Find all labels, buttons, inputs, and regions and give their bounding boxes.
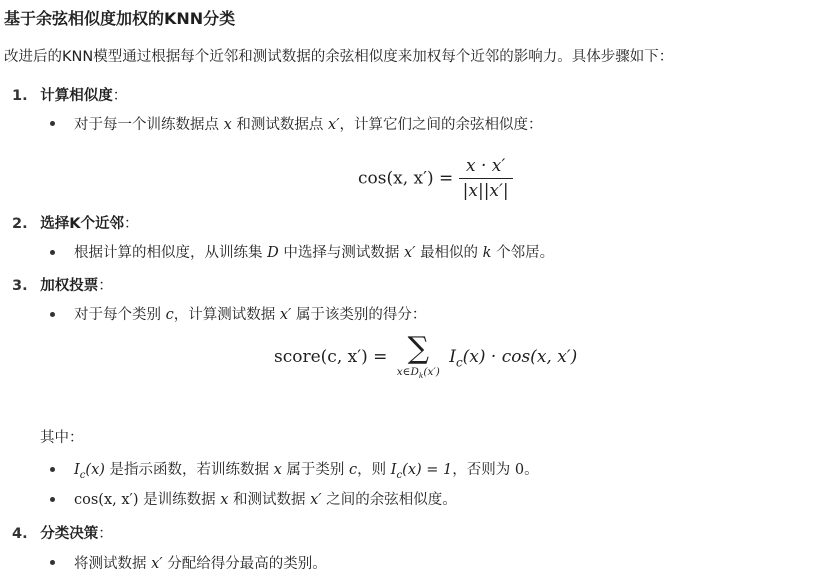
math-x: x xyxy=(223,117,232,133)
step-3-heading xyxy=(12,274,113,295)
math-k: k xyxy=(482,245,492,261)
step-1-heading xyxy=(12,84,127,105)
step-4-bullet: 将测试数据 x′ 分配给得分最高的类别。 xyxy=(74,556,327,572)
step-2-bullet xyxy=(74,241,554,262)
indicator-sub: c xyxy=(455,355,463,370)
bullet-icon xyxy=(50,560,55,565)
cosine-formula xyxy=(358,156,513,201)
intro-paragraph: 改进后的KNN模型通过根据每个近邻和测试数据的余弦相似度来加权每个近邻的影响力。具体步骤如下： xyxy=(4,49,674,65)
bullet-icon xyxy=(50,312,55,317)
bullet-icon xyxy=(50,121,55,126)
bullet-icon xyxy=(50,467,55,472)
text: 中选择与测试数据 xyxy=(283,245,400,261)
math-x-prime: x′ xyxy=(279,307,292,323)
math-c: c xyxy=(165,307,174,323)
section-title: 基于余弦相似度加权的KNN分类 xyxy=(4,9,236,28)
math-D: D xyxy=(267,245,279,261)
formula-rhs: (x) · cos(x, x′) xyxy=(462,347,578,368)
text: 属于该类别的得分： xyxy=(295,307,427,323)
text: 对于每一个训练数据点 xyxy=(74,117,219,133)
text: ，计算测试数据 xyxy=(173,307,276,323)
step-title: 加权投票 xyxy=(40,278,99,294)
step-3-note-bullet-1: $I_c(x)$ 是指示函数，若训练数据 x 属于类别 c，则 $I_c(x) = 1$，否则为 0。 xyxy=(74,462,539,481)
step-number: 1. xyxy=(12,88,28,104)
step-colon: ： xyxy=(123,216,139,232)
math-x-prime: x′ xyxy=(403,245,416,261)
step-colon: ： xyxy=(98,526,113,542)
text: 个邻居。 xyxy=(496,245,555,261)
bullet-icon xyxy=(50,250,55,255)
step-2-heading xyxy=(12,212,138,233)
note-label: 其中： xyxy=(40,430,84,446)
step-1-bullet xyxy=(74,113,543,134)
step-4-heading xyxy=(12,522,113,543)
math-x-prime: x′ xyxy=(328,117,340,133)
indicator-I: I xyxy=(449,347,456,368)
text: 最相似的 xyxy=(420,245,479,261)
step-title: 分类决策 xyxy=(40,526,99,542)
step-3-bullet xyxy=(74,303,426,324)
step-colon: ： xyxy=(112,88,128,104)
text: 和测试数据点 xyxy=(236,117,324,133)
step-number: 3. xyxy=(12,278,28,294)
sum-subscript: $x\in D_k(x')$ xyxy=(396,366,440,381)
step-number: 2. xyxy=(12,216,28,232)
step-title: 计算相似度 xyxy=(40,88,113,104)
step-colon: ： xyxy=(98,278,113,294)
numerator: x · x′ xyxy=(466,156,506,176)
step-3-note-bullet-2: cos(x, x′) 是训练数据 x 和测试数据 x′ 之间的余弦相似度。 xyxy=(74,492,457,508)
sigma-icon: ∑ xyxy=(407,331,430,366)
text: 根据计算的相似度，从训练集 xyxy=(74,245,263,261)
bullet-icon xyxy=(50,497,55,502)
summation xyxy=(396,331,440,381)
step-number: 4. xyxy=(12,526,28,542)
denominator: |x||x′| xyxy=(459,178,513,201)
fraction xyxy=(459,156,513,201)
text: 对于每个类别 xyxy=(74,307,161,323)
formula-lhs: score(c, x′) = xyxy=(274,347,388,368)
step-title: 选择K个近邻 xyxy=(40,216,124,232)
formula-lhs: cos(x, x′) = xyxy=(358,168,454,189)
score-formula xyxy=(274,331,578,381)
text: ，计算它们之间的余弦相似度： xyxy=(339,117,543,133)
